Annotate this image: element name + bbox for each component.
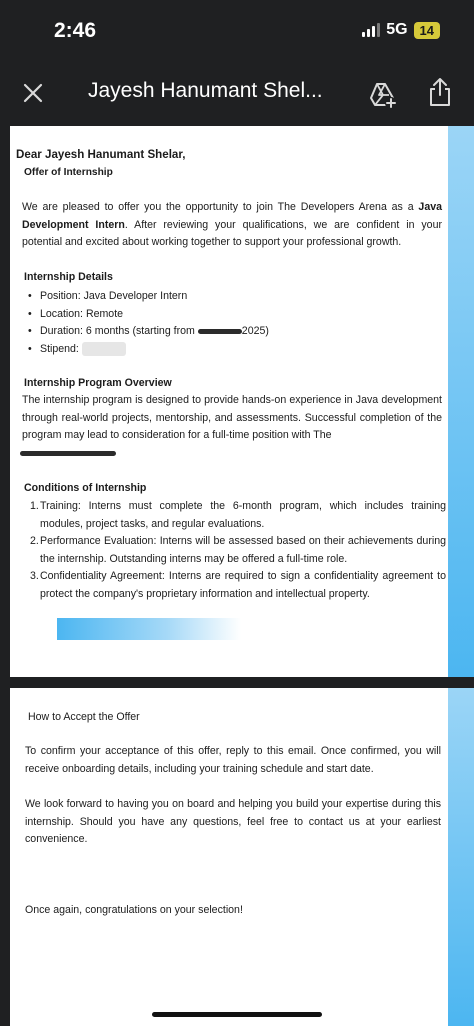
salutation: Dear Jayesh Hanumant Shelar, (16, 148, 186, 161)
conditions-list (18, 498, 446, 604)
congratulations-line: Once again, congratulations on your selection! (25, 904, 243, 916)
list-item: • Stipend: (26, 341, 269, 359)
close-icon (18, 78, 48, 108)
close-button[interactable] (18, 78, 48, 108)
intern-role: Java Development Intern (22, 201, 442, 231)
page-edge-decoration (448, 688, 474, 1026)
subject-line: Offer of Internship (24, 167, 113, 178)
document-page-1 (10, 126, 448, 677)
status-bar (0, 0, 474, 62)
decorative-blue-bar (57, 618, 241, 640)
details-list (26, 288, 269, 358)
status-indicators (362, 21, 440, 39)
list-item: • Duration: 6 months (starting from 2025) (26, 323, 269, 341)
accept-paragraph: To confirm your acceptance of this offer, reply to this email. Once confirmed, you will receive onboarding details, including your training schedule and start date. (25, 745, 441, 775)
page-edge-decoration (448, 126, 474, 677)
closing-paragraph: We look forward to having you on board and helping you build your expertise during this internship. Should you have any questions, feel free to contact us at your earliest convenience. (25, 798, 441, 846)
redacted-stipend (82, 342, 126, 356)
details-heading: Internship Details (24, 271, 113, 283)
redacted-company-name (20, 451, 116, 456)
list-item: 3. Confidentiality Agreement: Interns are required to sign a confidentiality agreement to protect the company's proprietary information and intellectual property. (30, 570, 446, 600)
redacted-date (198, 329, 242, 334)
list-item: 2. Performance Evaluation: Interns will be assessed based on their achievements during the internship. Outstanding interns may be offered a full-time role. (30, 535, 446, 565)
home-indicator[interactable] (152, 1012, 322, 1017)
list-item: 1. Training: Interns must complete the 6-month program, which includes training modules, project tasks, and regular evaluations. (30, 500, 446, 530)
document-page-2 (10, 688, 448, 1026)
document-title: Jayesh Hanumant Shel... (88, 79, 323, 102)
accept-heading: How to Accept the Offer (28, 711, 140, 723)
viewer-toolbar (0, 62, 474, 124)
overview-heading: Internship Program Overview (24, 377, 172, 389)
status-time: 2:46 (54, 19, 97, 42)
add-to-drive-button[interactable] (366, 78, 398, 110)
share-button[interactable] (426, 76, 454, 108)
list-item: • Location: Remote (26, 306, 269, 324)
overview-paragraph: The internship program is designed to provide hands-on experience in Java development through real-world projects, mentorship, and assessments. Successful completion of the program may lead to consideration for a full-time position with The (22, 394, 442, 442)
intro-paragraph: We are pleased to offer you the opportunity to join The Developers Arena as a Java Development Intern. After reviewing your qualifications, we are confident in your potential and excited about working together to support your professional growth. (22, 201, 442, 249)
battery-icon: 14 (414, 22, 440, 39)
list-item: • Position: Java Developer Intern (26, 288, 269, 306)
conditions-heading: Conditions of Internship (24, 482, 147, 494)
network-type: 5G (386, 21, 408, 38)
add-to-drive-icon (366, 78, 398, 110)
share-icon (426, 76, 454, 108)
signal-strength-icon (362, 23, 380, 37)
